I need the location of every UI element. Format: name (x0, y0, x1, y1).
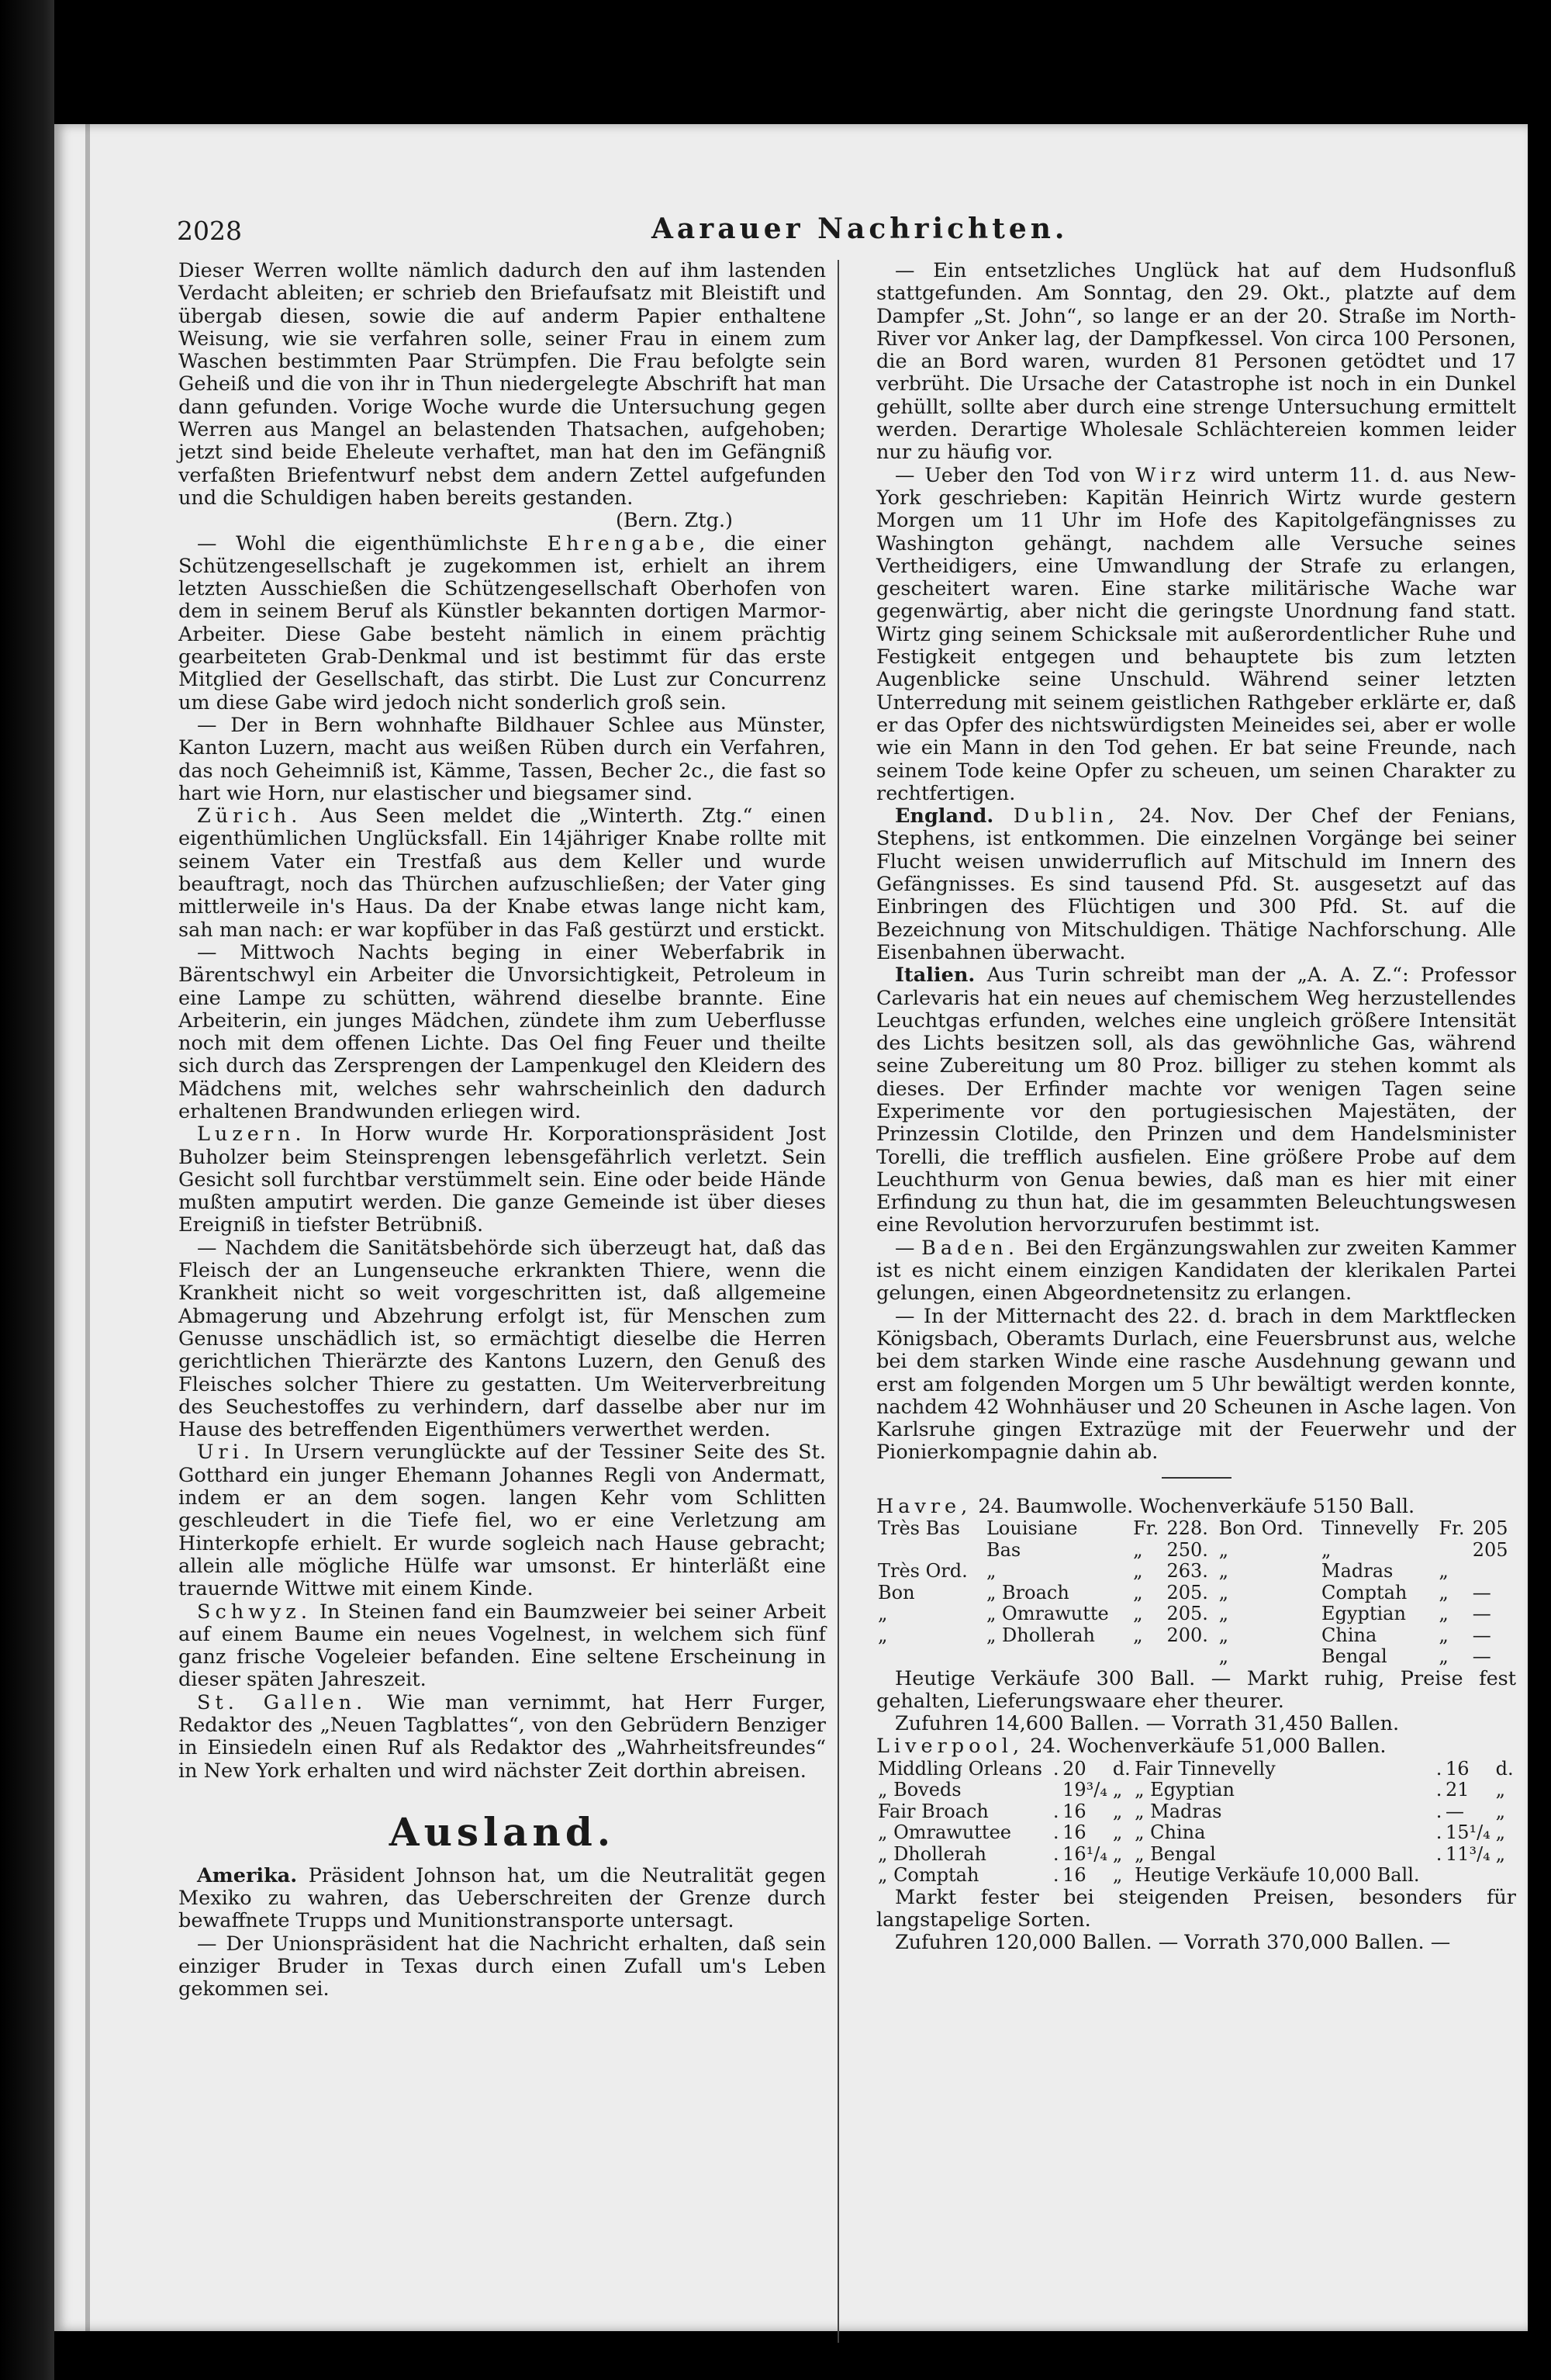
article-baden: — Baden. Bei den Ergänzungswahlen zur zweiten Kammer ist es nicht einem einzigen Kandidaten der klerikalen Partei gelungen, einen Abgeordnetensitz zu erlangen. (876, 1236, 1516, 1306)
table-cell: . (1052, 1821, 1059, 1844)
spaced-keyword: Wirz (1135, 463, 1200, 487)
table-cell: China (1321, 1624, 1377, 1646)
table-cell: 205 (1472, 1538, 1508, 1561)
table-cell: „ (1321, 1538, 1332, 1561)
table-cell: . (1435, 1800, 1442, 1822)
spaced-keyword: Ehrengabe (547, 531, 700, 555)
article-koenigsbach: — In der Mitternacht des 22. d. brach in dem Marktflecken Königsbach, Oberamts Durlach, eine Feuersbrunst aus, welche bei dem starken Winde eine rasche Ausdehnung gewann und erst am folgenden Morgen um 5 Uhr bewältigt werden konnte, nachdem 42 Wohnhäuser und 20 Scheunen in Asche lagen. Von Karlsruhe gingen Extrazüge mit der Feuerwehr und der Pionierkompagnie dahin ab. (876, 1304, 1516, 1465)
table-cell: „ (1218, 1624, 1229, 1646)
table-cell: „ Egyptian (1135, 1779, 1235, 1801)
market-liverpool-table (876, 1759, 1516, 1887)
table-cell: Bon (878, 1581, 915, 1603)
market-havre-table (876, 1518, 1516, 1668)
table-cell: Bon Ord. (1218, 1517, 1304, 1540)
market-liverpool-supply: Zufuhren 120,000 Ballen. — Vorrath 370,000 Ballen. — (895, 1931, 1451, 1955)
table-cell: 16 (1062, 1800, 1086, 1822)
table-cell: „ (1218, 1560, 1229, 1583)
table-cell: „ Comptah (878, 1864, 979, 1887)
table-cell: . (1435, 1779, 1442, 1801)
table-cell (1437, 1540, 1470, 1562)
table-cell: Comptah (1321, 1581, 1408, 1603)
article-unionspraesident: — Der Unionspräsident hat die Nachricht erhalten, daß sein einziger Bruder in Texas durch einen Zufall um's Leben gekommen sei. (178, 1932, 826, 2001)
article-petroleum: — Mittwoch Nachts beging in einer Weberfabrik in Bärentschwyl ein Arbeiter die Unvorsichtigkeit, Petroleum in eine Lampe zu schütten, während dieselbe brannte. Eine Arbeiterin, ein junges Mädchen, zündete ihm zum Ueberflusse noch mit dem offenen Lichte. Das Oel fing Feuer und theilte sich durch das Zersprengen der Lampenkugel den Kleidern des Mädchens mit, welches sehr wahrscheinlich den dadurch erhaltenen Brandwunden erliegen wird. (178, 940, 826, 1123)
table-cell: 19³/₄ (1062, 1779, 1107, 1801)
table-cell: „ (1495, 1842, 1506, 1865)
table-cell: „ Madras (1135, 1800, 1222, 1822)
table-cell: „ (878, 1624, 888, 1646)
place-name: Zürich. (197, 804, 302, 829)
table-cell: „ (1218, 1603, 1229, 1625)
table-cell: 20 (1062, 1757, 1086, 1780)
left-column (178, 260, 826, 2001)
page-header (54, 209, 1528, 264)
article-lungenseuche: — Nachdem die Sanitätsbehörde sich überzeugt hat, daß das Fleisch der an Lungenseuche erkrankten Thiere, wenn die Krankheit nicht so weit vorgeschritten ist, daß allgemeine Abmagerung und Abzehrung erfolgt ist, für Menschen zum Genusse unschädlich ist, so ermächtigt dieselbe die Herren gerichtlichen Thierärzte des Kantons Luzern, den Genuß des Fleisches solcher Thiere zu gestatten. Um Weiterverbreitung des Seuchestoffes zu verhindern, darf dasselbe aber nur im Hause des betreffenden Eigenthümers verwerthet werden. (178, 1236, 826, 1442)
table-row (876, 1561, 1516, 1583)
table-cell: Tinnevelly (1321, 1517, 1419, 1540)
table-cell: d. (1495, 1757, 1514, 1780)
country-name: Amerika. (197, 1863, 298, 1887)
table-cell: „ (1439, 1603, 1449, 1625)
table-cell: 250. (1166, 1538, 1208, 1561)
article-luzern: Luzern. In Horw wurde Hr. Korporationspräsident Jost Buholzer beim Steinsprengen lebensgefährlich verletzt. Sein Gesicht soll furchtbar verstümmelt sein. Eine oder beide Hände mußten amputirt werden. Die ganze Gemeinde ist über dieses Ereigniß in tiefster Betrübniß. (178, 1123, 826, 1237)
table-row (876, 1583, 1516, 1604)
table-row (876, 1625, 1516, 1647)
table-cell: „ (1218, 1645, 1229, 1668)
table-cell: „ (1495, 1800, 1506, 1822)
table-cell: „ (1133, 1603, 1143, 1625)
table-cell: . (1052, 1864, 1059, 1887)
article-source: (Bern. Ztg.) (616, 509, 733, 533)
table-cell (1471, 1561, 1516, 1583)
table-cell: „ (1439, 1624, 1449, 1646)
table-cell: „ (1133, 1624, 1143, 1646)
page-fold-shadow (85, 124, 90, 2331)
table-cell: . (1052, 1757, 1059, 1780)
table-cell: 11³/₄ (1445, 1842, 1491, 1865)
table-cell (876, 1646, 985, 1668)
market-havre-heading: Havre, 24. Baumwolle. Wochenverkäufe 5150 Ball. (876, 1494, 1415, 1518)
table-cell: Louisiane (986, 1517, 1078, 1540)
table-cell: 228. (1166, 1517, 1208, 1540)
table-cell: „ (1495, 1821, 1506, 1844)
table-cell: „ Broach (986, 1581, 1069, 1603)
table-cell: 16 (1062, 1821, 1086, 1844)
table-cell: 21 (1445, 1779, 1470, 1801)
table-cell (1435, 1865, 1444, 1887)
table-cell: „ (1218, 1538, 1229, 1561)
market-liverpool-note: Markt fester bei steigenden Preisen, besonders für langstapelige Sorten. (876, 1885, 1516, 1932)
table-row (876, 1780, 1516, 1801)
article-hudson: — Ein entsetzliches Unglück hat auf dem Hudsonfluß stattgefunden. Am Sonntag, den 29. Okt., platzte auf dem Dampfer „St. John“, so lange er an der 20. Straße im North-River vor Anker lag, der Dampfkessel. Von circa 100 Personen, die an Bord waren, wurden 81 Personen getödtet und 17 verbrüht. Die Ursache der Catastrophe ist noch in ein Dunkel gehüllt, sollte aber durch eine strenge Untersuchung ermittelt werden. Derartige Wholesale Schlächtereien kommen leider nur zu häufig vor. (876, 259, 1516, 465)
table-cell (1165, 1646, 1217, 1668)
place-name: St. Gallen. (197, 1690, 368, 1714)
table-cell: „ (1133, 1560, 1143, 1583)
table-cell (1131, 1646, 1165, 1668)
table-row (876, 1865, 1516, 1887)
place-name: Schwyz. (197, 1600, 312, 1624)
table-cell: „ China (1135, 1821, 1206, 1844)
table-cell: „ (878, 1603, 888, 1625)
table-cell: „ (1218, 1581, 1229, 1603)
table-cell: 205. (1166, 1581, 1208, 1603)
article-england: England. Dublin, 24. Nov. Der Chef der Fenians, Stephens, ist entkommen. Die einzelnen Vorgänge bei seiner Flucht weisen unwiderruflich auf Mitschuld im Innern des Gefängnisses. Es sind tausend Pfd. St. ausgesetzt auf das Einbringen des Flüchtigen und 300 Pfd. St. auf die Bezeichnung von Mitschuldigen. Thätige Nachforschung. Alle Eisenbahnen überwacht. (876, 804, 1517, 964)
table-cell: „ (1112, 1821, 1123, 1844)
table-cell: d. (1112, 1757, 1131, 1780)
table-cell: „ (1439, 1581, 1449, 1603)
table-cell: „ (1439, 1645, 1449, 1668)
place-name: Uri. (197, 1441, 254, 1465)
right-column (876, 260, 1516, 1955)
table-cell: Très Bas (878, 1517, 960, 1540)
article-schlee: — Der in Bern wohnhafte Bildhauer Schlee aus Münster, Kanton Luzern, macht aus weißen Rüben durch ein Verfahren, das noch Geheimniß ist, Kämme, Tassen, Becher 2c., die fast so hart wie Horn, nur elastischer und biegsamer sind. (178, 713, 826, 805)
table-cell: . (1435, 1842, 1442, 1865)
table-cell (1052, 1780, 1061, 1801)
table-cell: . (1052, 1842, 1059, 1865)
table-row (876, 1822, 1516, 1844)
table-cell: „ (1133, 1538, 1143, 1561)
country-name: England. (895, 804, 994, 829)
table-cell: — (1445, 1800, 1464, 1822)
article-wirz: — Ueber den Tod von Wirz wird unterm 11. d. aus New-York geschrieben: Kapitän Heinrich Wirtz wurde gestern Morgen um 11 Uhr im Hofe des Kapitolgefängnisses zu Washington gehängt, nachdem alle Versuche seines Vertheidigers, eine Umwandlung der Strafe zu erlangen, gescheitert waren. Eine starke militärische Wache war gegenwärtig, aber nicht die geringste Unordnung fand statt. Wirtz ging seinem Schicksale mit außerordentlicher Ruhe und Festigkeit entgegen und behauptete bis zum letzten Augenblicke seine Unschuld. Während seiner letzten Unterredung mit seinem geistlichen Rathgeber erklärte er, daß er das Opfer des nichtswürdigsten Meineides sei, aber er wolle wie ein Mann in den Tod gehen. Er bat seine Freunde, nach seinem Tode keine Opfer zu scheuen, um seinen Charakter zu rechtfertigen. (876, 463, 1517, 805)
table-cell: „ Boveds (878, 1779, 962, 1801)
table-cell: „ Bengal (1135, 1842, 1216, 1865)
column-divider (838, 260, 839, 2343)
table-cell (876, 1540, 985, 1562)
table-cell: „ (1439, 1560, 1449, 1583)
newspaper-page (54, 124, 1528, 2331)
table-cell: 205. (1166, 1603, 1208, 1625)
book-spine (0, 0, 54, 2380)
table-cell: Fair Tinnevelly (1135, 1757, 1276, 1780)
table-cell: . (1052, 1800, 1059, 1822)
table-cell: — (1472, 1581, 1491, 1603)
market-havre-note: Heutige Verkäufe 300 Ball. — Markt ruhig, Preise fest gehalten, Lieferungswaare eher theurer. (876, 1666, 1516, 1713)
table-cell: 16 (1445, 1757, 1470, 1780)
table-cell (985, 1646, 1131, 1668)
article-werren: Dieser Werren wollte nämlich dadurch den auf ihm lastenden Verdacht ableiten; er schrieb den Briefaufsatz mit Bleistift und übergab diesen, sowie die auf anderm Papier enthaltene Weisung, wie sie verfahren solle, seiner Frau in einem zum Waschen bestimmten Paar Strümpfen. Die Frau befolgte sein Geheiß und die von ihr in Thun niedergelegte Abschrift hat man dann gefunden. Vorige Woche wurde die Untersuchung gegen Werren aus Mangel an belastenden Thatsachen, aufgehoben; jetzt sind beide Eheleute verhaftet, man hat den im Gefängniß verfaßten Briefentwurf nebst dem andern Zettel aufgefunden und die Schuldigen haben bereits gestanden. (178, 259, 826, 510)
table-cell: Heutige Verkäufe 10,000 Ball. (1135, 1864, 1420, 1887)
article-uri: Uri. In Ursern verunglückte auf der Tessiner Seite des St. Gotthard ein junger Ehemann Johannes Regli von Andermatt, indem er an dem sogen. langen Kehr vom Schlitten geschleudert in die Tiefe fiel, wo er eine Verletzung am Hinterkopfe erhielt. Er wurde sogleich nach Hause gebracht; allein alle mögliche Hülfe war umsonst. Er hinterläßt eine trauernde Wittwe mit einem Kinde. (178, 1441, 826, 1601)
market-liverpool-heading: Liverpool, 24. Wochenverkäufe 51,000 Ballen. (876, 1735, 1387, 1759)
table-cell: „ (1133, 1581, 1143, 1603)
table-cell: 15¹/₄ (1445, 1821, 1491, 1844)
table-row (876, 1518, 1516, 1540)
article-italien: Italien. Aus Turin schreibt man der „A. A. Z.“: Professor Carlevaris hat ein neues auf chemischem Weg herzustellendes Leuchtgas erfunden, welches eine ungleich größere Intensität des Lichts besitzen soll, als das gewöhnliche Gas, während seine Zubereitung um 80 Proz. billiger zu stehen kommt als dieses. Der Erfinder machte vor wenigen Tagen seine Experimente vor den portugiesischen Majestäten, der Prinzessin Clotilde, den Prinzen und dem Handelsminister Torelli, die trefflich ausfielen. Eine größere Probe auf dem Leuchthurm von Genua bewies, daß man es hier mit einer Erfindung zu thun hat, die im gesammten Beleuchtungswesen eine Revolution hervorzurufen bestimmt ist. (876, 963, 1516, 1237)
table-cell: „ Dhollerah (986, 1624, 1095, 1646)
article-zurich: Zürich. Aus Seen meldet die „Winterth. Ztg.“ einen eigenthümlichen Unglücksfall. Ein 14jähriger Knabe rollte mit seinem Vater ein Trestfaß aus dem Keller und wurde beauftragt, noch das Thürchen aufzuschließen; der Vater ging mittlerweile in's Haus. Da der Knabe etwas lange nicht kam, sah man nach: er war kopfüber in das Faß gestürzt und erstickt. (178, 804, 826, 942)
article-schwyz: Schwyz. In Steinen fand ein Baumzweier bei seiner Arbeit auf einem Baume ein neues Vogelnest, in welchem sich fünf ganz frische Vogeleier befanden. Eine seltene Erscheinung in dieser späten Jahreszeit. (178, 1600, 826, 1692)
table-row (876, 1801, 1516, 1823)
table-cell: 16¹/₄ (1062, 1842, 1107, 1865)
table-cell: — (1472, 1603, 1491, 1625)
table-cell: „ (1112, 1842, 1123, 1865)
table-cell: Madras (1321, 1560, 1394, 1583)
place-name: Dublin, (1013, 804, 1119, 829)
table-cell: 16 (1062, 1864, 1086, 1887)
table-cell: Fr. (1133, 1517, 1159, 1540)
table-cell: — (1472, 1624, 1491, 1646)
table-row (876, 1603, 1516, 1625)
table-cell: . (1435, 1821, 1442, 1844)
table-cell: Bengal (1321, 1645, 1387, 1668)
market-havre-supply: Zufuhren 14,600 Ballen. — Vorrath 31,450 Ballen. (895, 1712, 1400, 1736)
article-ehrengabe: — Wohl die eigenthümlichste Ehrengabe, die einer Schützengesellschaft je zugekommen ist, erhielt an ihrem letzten Ausschießen die Schützengesellschaft Oberhofen von dem in seinem Beruf als Künstler bekannten dortigen Marmor-Arbeiter. Diese Gabe besteht nämlich in einem prächtig gearbeiteten Grab-Denkmal und ist bestimmt für das erste Mitglied der Gesellschaft, das stirbt. Die Lust zur Concurrenz um diese Gabe wird jedoch nicht sonderlich groß sein. (178, 531, 827, 714)
table-cell: „ (1112, 1864, 1123, 1887)
table-cell: — (1472, 1645, 1491, 1668)
place-name: Luzern. (197, 1123, 306, 1147)
table-cell: „ Dhollerah (878, 1842, 987, 1865)
table-cell: „ (986, 1560, 997, 1583)
table-cell: Fair Broach (878, 1800, 989, 1822)
separator-rule (1162, 1477, 1231, 1479)
country-name: Italien. (895, 963, 976, 988)
section-title-ausland: Ausland. (389, 1808, 616, 1855)
table-cell: 263. (1166, 1560, 1208, 1583)
table-cell: Fr. (1439, 1517, 1465, 1540)
table-cell: „ (1112, 1800, 1123, 1822)
table-row (876, 1844, 1516, 1866)
table-cell: . (1435, 1757, 1442, 1780)
table-row (876, 1646, 1516, 1668)
place-name: Baden. (921, 1236, 1019, 1260)
table-cell: 200. (1166, 1624, 1208, 1646)
masthead: Aarauer Nachrichten. (651, 213, 1069, 245)
table-cell (1444, 1865, 1494, 1887)
table-cell (1494, 1865, 1516, 1887)
table-cell: „ Omrawuttee (878, 1821, 1011, 1844)
table-cell: „ (1112, 1779, 1123, 1801)
page-number: 2028 (177, 216, 242, 246)
table-row (876, 1759, 1516, 1780)
article-amerika: Amerika. Präsident Johnson hat, um die Neutralität gegen Mexiko zu wahren, das Ueberschreiten der Grenze durch bewaffnete Trupps und Munitionstransporte untersagt. (178, 1863, 826, 1933)
table-cell: „ Omrawutte (986, 1603, 1109, 1625)
table-cell: „ (1495, 1779, 1506, 1801)
article-st-gallen: St. Gallen. Wie man vernimmt, hat Herr Furger, Redaktor des „Neuen Tagblattes“, von den Gebrüdern Benziger in Einsiedeln einen Ruf als Redaktor des „Wahrheitsfreundes“ in New York erhalten und wird nächster Zeit dorthin abreisen. (178, 1690, 827, 1783)
table-cell: Middling Orleans (878, 1757, 1042, 1780)
table-cell: 205 (1472, 1517, 1508, 1540)
table-cell: Egyptian (1321, 1603, 1406, 1625)
table-row (876, 1540, 1516, 1562)
table-cell: Bas (986, 1538, 1021, 1561)
table-cell: Très Ord. (878, 1560, 968, 1583)
